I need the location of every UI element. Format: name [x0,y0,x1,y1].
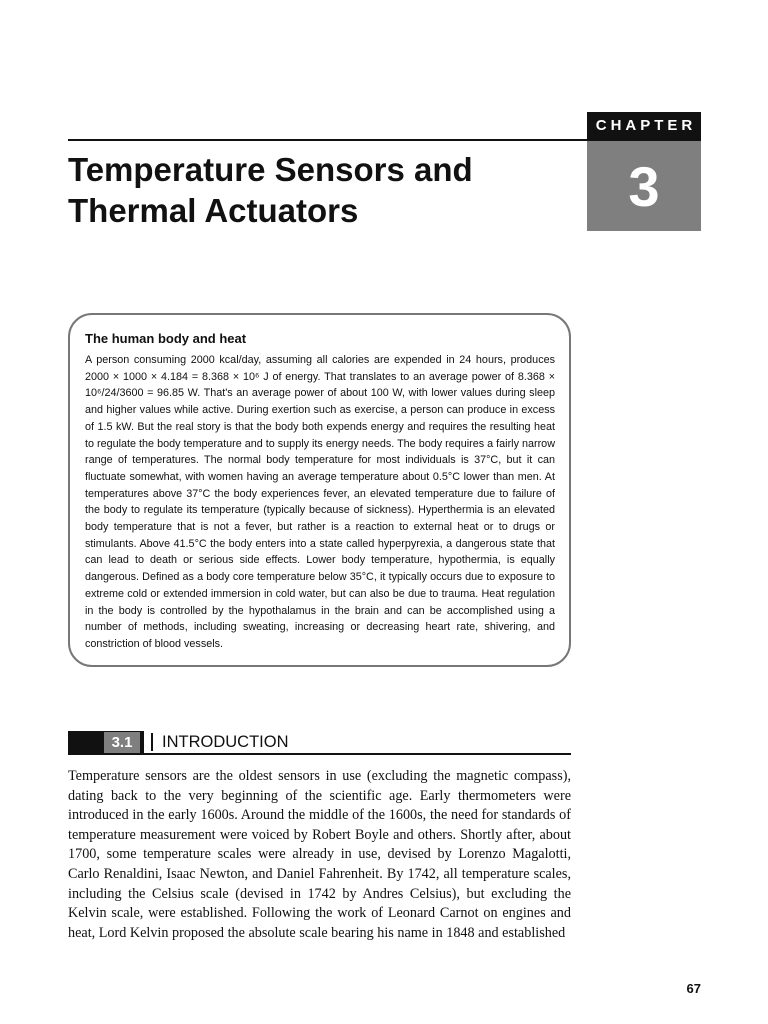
page-number: 67 [686,981,701,996]
sidebar-box [68,313,571,667]
chapter-number: 3 [587,141,701,231]
chapter-label: CHAPTER [587,112,701,139]
chapter-title-line2: Thermal Actuators [68,192,359,229]
body-paragraph: Temperature sensors are the oldest sensors in use (excluding the magnetic compass), dating back to the very beginning of the scientific age. Early thermometers were introduced in the early 1600s. Around the middle of the 1600s, the need for standards of temperature measurement were voiced by Robert Boyle and others. Shortly after, about 1700, some temperature scales were already in use, devised by Lorenzo Magalotti, Carlo Renaldini, Isaac Newton, and Daniel Fahrenheit. By 1742, all temperature scales, including the Celsius scale (devised in 1742 by Andres Celsius), but excluding the Kelvin scale, were established. Following the work of Leonard Carnot on engines and heat, Lord Kelvin proposed the absolute scale bearing his name in 1848 and established [68,768,571,941]
chapter-title [68,149,568,231]
chapter-title-line1: Temperature Sensors and [68,151,473,188]
section-number: 3.1 [104,732,140,753]
section-heading: INTRODUCTION [162,733,289,751]
section-divider [151,733,153,751]
sidebar-title: The human body and heat [85,331,247,346]
section-rule [68,753,571,755]
sidebar-text: A person consuming 2000 kcal/day, assuming all calories are expended in 24 hours, produces 2000 × 1000 × 4.184 = 8.368 × 10⁶ J of energy. That translates to an average power of 8.368 × 10⁶/24/3600 = 96.85 W. That's an average power of about 100 W, with lower values during sleep and higher values while active. During exertion such as exercise, a person can produce in excess of 1.5 kW. But the real story is that the body both expends energy and requires the resulting heat to regulate the body temperature and to supply its energy needs. The body requires a fairly narrow range of temperatures. The normal body temperature for most individuals is 37°C, but it can fluctuate somewhat, with women having an average temperature about 0.5°C lower than men. At temperatures above 37°C the body experiences fever, an elevated temperature due to failure of the body to regulate its temperature (typically because of sickness). Hyperthermia is an elevated body temperature that is not a fever, but rather is a reaction to external heat or to drugs or stimulants. Above 41.5°C the body enters into a state called hyperpyrexia, a dangerous state that can lead to death or serious side effects. Lower body temperature, hypothermia, is equally dangerous. Defined as a body core temperature below 35°C, it typically occurs due to exposure to extreme cold or extended immersion in cold water, but can also be due to trauma. Heat regulation in the body is controlled by the hypothalamus in the brain and can be accomplished using a number of methods, including sweating, increasing or decreasing heart rate, shivering, and constriction of blood vessels. [85,354,555,650]
